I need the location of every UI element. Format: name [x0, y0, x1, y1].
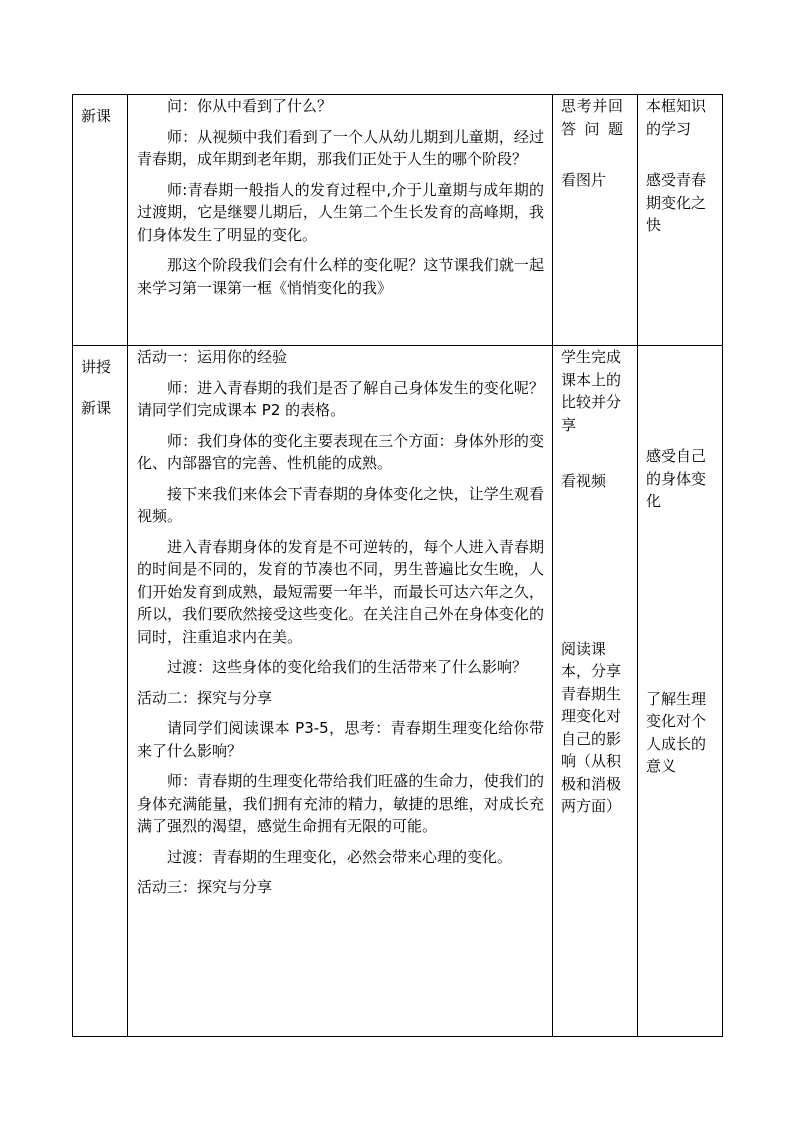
student-activity-cell	[553, 95, 638, 346]
content-paragraph: 师：青春期的生理变化带给我们旺盛的生命力，使我们的身体充满能量，我们拥有充沛的精力，敏捷的思维，对成长充满了强烈的渴望，感觉生命拥有无限的可能。	[137, 772, 544, 835]
student-activity: 思考并回答问题	[561, 97, 623, 138]
lesson-plan-table	[72, 94, 723, 1037]
content-paragraph: 问：你从中看到了什么？	[167, 97, 333, 115]
content-paragraph: 过渡：这些身体的变化给我们的生活带来了什么影响？	[167, 658, 528, 676]
table-row	[73, 346, 723, 1037]
content-paragraph: 师:青春期一般指人的发育过程中,介于儿童期与成年期的过渡期，它是继婴儿期后，人生第二个生长发育的高峰期，我们身体发生了明显的变化。	[137, 180, 544, 244]
content-paragraph: 师：我们身体的变化主要表现在三个方面：身体外形的变化、内部器官的完善、性机能的成熟。	[137, 431, 544, 472]
content-paragraph: 师：从视频中我们看到了一个人从幼儿期到儿童期，经过青春期，成年期到老年期，那我们正处于人生的哪个阶段？	[137, 127, 544, 168]
design-intent: 了解生理变化对个人成长的意义	[646, 689, 707, 775]
content-paragraph: 活动三：探究与分享	[137, 878, 273, 896]
category-cell	[73, 346, 128, 1037]
student-activity: 阅读课本，分享青春期生理变化对自己的影响（从积极和消极两方面）	[561, 639, 622, 815]
content-paragraph: 那这个阶段我们会有什么样的变化呢？这节课我们就一起来学习第一课第一框《悄悄变化的我》	[137, 256, 544, 297]
content-paragraph: 师：进入青春期的我们是否了解自己身体发生的变化呢？请同学们完成课本 P2 的表格。	[137, 378, 544, 419]
student-activity: 看图片	[561, 171, 607, 189]
category-label: 新课	[81, 107, 112, 125]
category-label: 新课	[81, 398, 112, 417]
design-intent-cell	[638, 95, 723, 346]
content-paragraph: 过渡：青春期的生理变化，必然会带来心理的变化。	[167, 847, 513, 866]
category-cell	[73, 95, 128, 346]
content-cell	[128, 346, 553, 1037]
design-intent: 感受青春期变化之快	[646, 171, 707, 234]
content-paragraph: 请同学们阅读课本 P3-5，思考：青春期生理变化给你带来了什么影响？	[137, 719, 544, 760]
content-paragraph: 接下来我们来体会下青春期的身体变化之快，让学生观看视频。	[137, 484, 544, 525]
student-activity: 学生完成课本上的比较并分享	[561, 348, 622, 434]
design-intent: 感受自己的身体变化	[646, 447, 707, 510]
content-cell	[128, 95, 553, 346]
content-paragraph: 活动一：运用你的经验	[137, 348, 288, 366]
table-row	[73, 95, 723, 346]
student-activity-cell	[553, 346, 638, 1037]
category-label: 讲授	[81, 358, 112, 376]
design-intent: 本框知识的学习	[646, 97, 707, 138]
student-activity: 看视频	[561, 472, 607, 490]
content-paragraph: 活动二：探究与分享	[137, 688, 273, 707]
content-paragraph: 进入青春期身体的发育是不可逆转的，每个人进入青春期的时间是不同的，发育的节凑也不同，男生普遍比女生晚，人们开始发育到成熟，最短需要一年半，而最长可达六年之久，所以，我们要欣然接受这些变化。在关注自己外在身体变化的同时，注重追求内在美。	[137, 537, 544, 646]
design-intent-cell	[638, 346, 723, 1037]
